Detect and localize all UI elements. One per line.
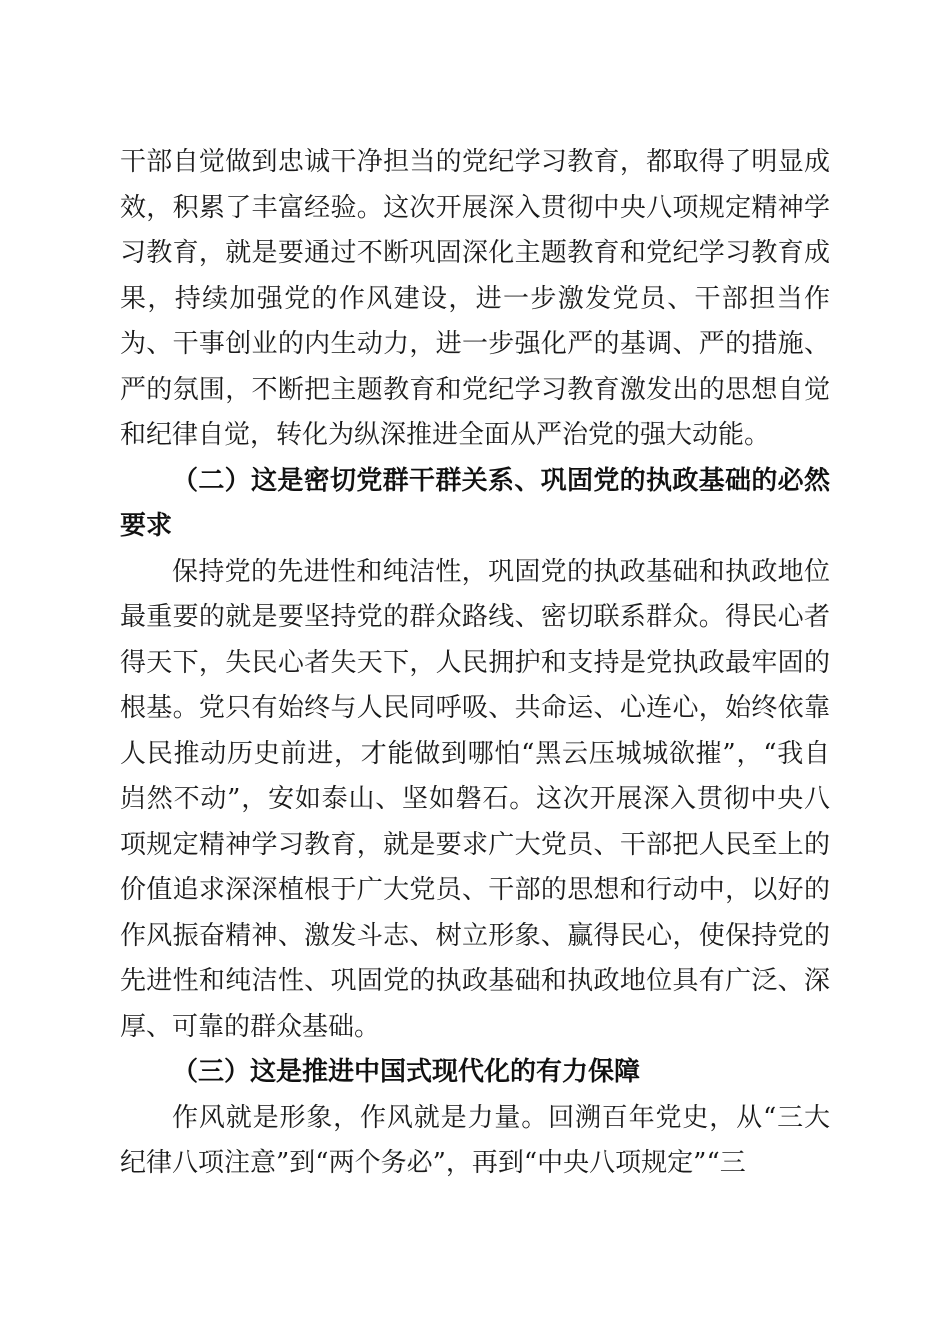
section-heading-2: （二）这是密切党群干群关系、巩固党的执政基础的必然要求 [120,465,830,541]
paragraph-section-3: 作风就是形象，作风就是力量。回溯百年党史，从“三大纪律八项注意”到“两个务必”，再到“中央八项规定”“三 [120,1102,830,1178]
paragraph-section-2: 保持党的先进性和纯洁性，巩固党的执政基础和执政地位最重要的就是要坚持党的群众路线、密切联系群众。得民心者得天下，失民心者失天下，人民拥护和支持是党执政最牢固的根基。党只有始终与人民同呼吸、共命运、心连心，始终依靠人民推动历史前进，才能做到哪怕“黑云压城城欲摧”，“我自岿然不动”，安如泰山、坚如磐石。这次开展深入贯彻中央八项规定精神学习教育，就是要求广大党员、干部把人民至上的价值追求深深植根于广大党员、干部的思想和行动中，以好的作风振奋精神、激发斗志、树立形象、赢得民心，使保持党的先进性和纯洁性、巩固党的执政基础和执政地位具有广泛、深厚、可靠的群众基础。 [120,556,830,1042]
document-body [120,140,830,1187]
section-heading-3: （三）这是推进中国式现代化的有力保障 [172,1057,641,1087]
paragraph-continued: 干部自觉做到忠诚干净担当的党纪学习教育，都取得了明显成效，积累了丰富经验。这次开展深入贯彻中央八项规定精神学习教育，就是要通过不断巩固深化主题教育和党纪学习教育成果，持续加强党的作风建设，进一步激发党员、干部担当作为、干事创业的内生动力，进一步强化严的基调、严的措施、严的氛围，不断把主题教育和党纪学习教育激发出的思想自觉和纪律自觉，转化为纵深推进全面从严治党的强大动能。 [120,147,830,450]
